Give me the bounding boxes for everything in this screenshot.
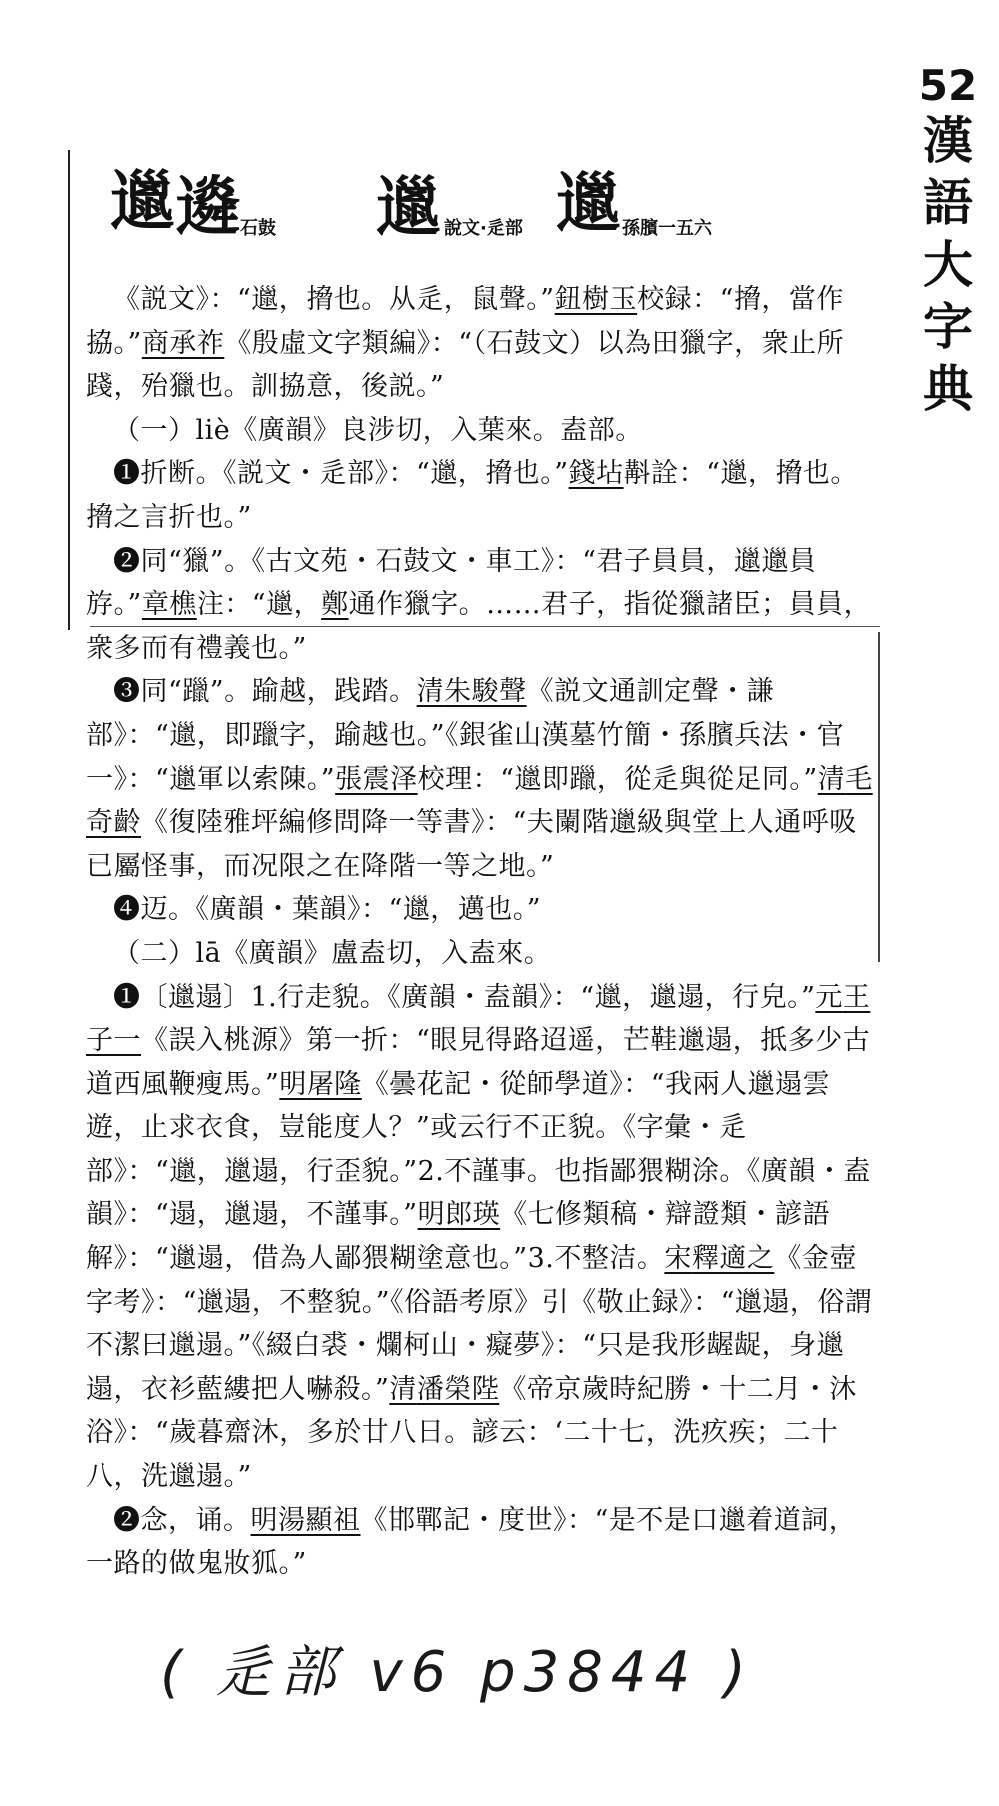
text-run: 《殷虛文字類編》：“（石鼓文）以為田獵字，衆止所踐，殆獵也。訓拹意，後説。” [86,327,845,403]
proper-name: 清 [389,1373,417,1405]
entry-paragraph [86,278,876,409]
text-run: 《説文通訓定聲・謙部》：“邋，即躐字，踰越也。”《銀雀山漢墓竹簡・孫臏兵法・官一》：“邋軍以索陳。” [86,676,845,795]
book-title-char: 大 [923,235,973,294]
book-title-char: 漢 [923,111,973,170]
entry-body [86,278,876,1586]
text-run: 斠詮：“邋，搚也。搚之言折也。” [86,458,858,533]
side-title [908,62,988,420]
text-run: 《帝京歲時紀勝・十二月・沐浴》：“歲暮齋沐，多於廿八日。諺云：‘二十七，洗疚疾；二十八，洗邋遢。” [86,1373,857,1493]
entry-paragraph [86,932,876,976]
proper-name: 元 [815,981,843,1013]
text-run: ❸同“躐”。踰越，践踏。 [113,676,417,708]
proper-name: 潘榮陛 [416,1373,500,1405]
entry-paragraph [86,976,876,1499]
text-run: 注：“邋， [196,589,322,621]
text-run: 校理：“邋即躐，從辵與從足同。” [417,763,818,795]
proper-name: 清 [416,676,445,708]
proper-name: 商承祚 [141,327,225,359]
text-run: ❶折断。《説文・辵部》：“邋，搚也。” [113,458,569,490]
text-run: 《七修類稿・辯證類・諺語解》：“邋遢，借為人鄙猥糊塗意也。”3.不整洁。 [86,1199,831,1275]
proper-name: 朱駿聲 [444,676,527,708]
proper-name: 郎瑛 [445,1199,501,1231]
book-title [908,110,988,420]
proper-name: 明 [279,1068,307,1100]
proper-name: 張震泽 [335,763,418,795]
entry-paragraph [86,409,876,453]
text-run: ❶〔邋遢〕1.行走貌。《廣韻・盍韻》：“邋，邋遢，行皃。” [113,981,816,1013]
proper-name: 錢坫 [568,458,624,490]
proper-name: 明 [417,1199,446,1231]
text-run: 《曇花記・從師學道》：“我兩人邋遢雲遊，止求衣食，豈能度人？”或云行不正貌。《字彙・辵部》：“邋，邋遢，行歪貌。”2.不謹事。也指鄙猥糊涂。《廣韻・盍韻》：“遢，邋遢，不謹事。” [86,1068,871,1231]
proper-name: 毛奇齡 [86,763,873,839]
text-run: （二）lā《廣韻》盧盍切，入盍來。 [113,937,552,969]
entry-paragraph [86,540,876,671]
text-run: 《復陸雅坪編修問降一等書》：“夫闌階邋級與堂上人通呼吸已屬怪事，而况限之在降階一等之地。” [86,807,857,882]
entry-head [110,162,870,262]
book-title-char: 字 [923,297,973,356]
text-run: 《誤入桃源》第一折：“眼見得路迢遥，芒鞋邋遢，抵多少古道西風鞭瘦馬。” [86,1025,871,1100]
entry-paragraph [86,888,876,932]
proper-name: 鈕樹玉 [554,284,638,315]
left-rule [68,150,70,630]
text-run: ❹迈。《廣韻・葉韻》：“邋，邁也。” [113,894,542,926]
proper-name: 釋適之 [691,1243,775,1275]
page-number: 52 [918,61,978,110]
proper-name: 王子一 [86,981,871,1057]
text-run: ❷念，诵。 [113,1504,251,1536]
text-run: 《邯鄲記・度世》：“是不是口邋着道詞，一路的做鬼妝狐。” [86,1504,857,1580]
text-run: 通作獵字。……君子，指從獵諸臣；員員，衆多而有禮義也。” [86,589,872,664]
text-run: 《金壺字考》：“邋遢，不整貌。”《俗語考原》引《敬止録》：“邋遢，俗謂不潔曰邋遢。”《綴白裘・爛柯山・癡夢》：“只是我形龌龊，身邋遢，衣衫藍縷把人嚇殺。” [86,1243,873,1405]
proper-name: 明 [250,1504,278,1536]
ancient-form-caption: 孫臏一五六 [622,218,712,239]
text-run: 校録：“搚，當作拹。” [86,284,844,359]
proper-name: 屠隆 [306,1068,362,1100]
head-character: 邋 [110,164,174,239]
book-title-char: 語 [923,173,973,232]
right-rule [878,632,880,962]
entry-paragraph [86,452,876,539]
ancient-form-glyph: 邋 [556,166,620,241]
entry-paragraph [86,1499,876,1586]
proper-name: 宋 [664,1243,692,1275]
ancient-form-glyph: 邋 [376,170,440,245]
ancient-form-caption: 說文·辵部 [444,218,523,239]
entry-paragraph [86,670,876,888]
text-run: ❷同“獵”。《古文苑・石鼓文・車工》：“君子員員，邋邋員斿。” [86,545,817,621]
handwritten-note: ( 辵部 v6 p3844 ) [160,1640,754,1705]
ancient-form-caption: 石鼓 [240,218,276,239]
proper-name: 章樵 [141,589,197,621]
text-run: 《説文》：“邋，搚也。从辵，鼠聲。” [113,284,555,315]
proper-name: 鄭 [321,589,349,621]
ancient-form-glyph: 䢯 [176,170,240,245]
proper-name: 湯顯祖 [278,1504,361,1536]
proper-name: 清 [817,763,846,795]
book-title-char: 典 [923,359,973,418]
text-run: （一）liè《廣韻》良涉切，入葉來。盍部。 [113,414,643,446]
